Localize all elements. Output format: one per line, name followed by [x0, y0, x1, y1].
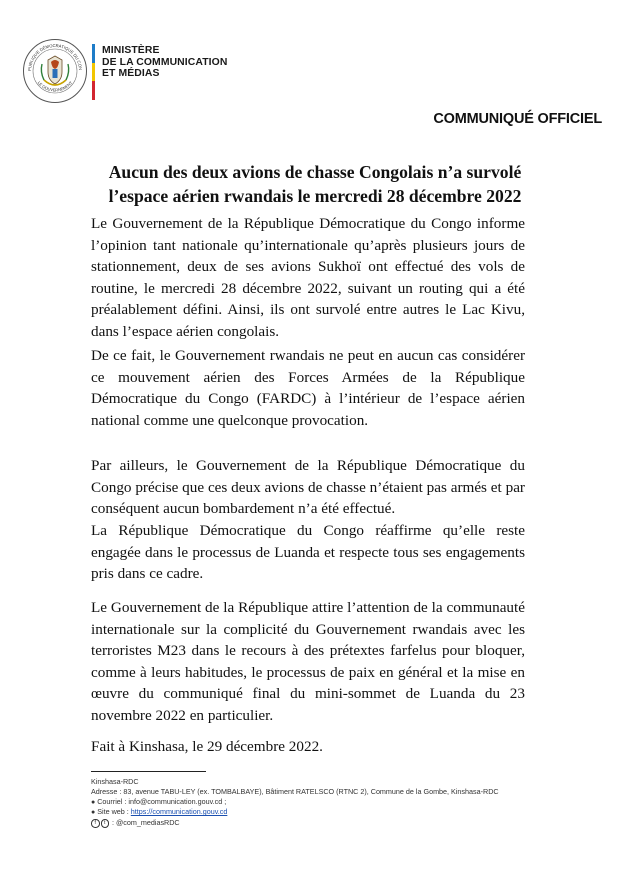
paragraph-1: Le Gouvernement de la République Démocratique du Congo informe l’opinion tant nationale qu’internationale qu’après plusieurs jours de stationnement, deux de ses avions Sukhoï ont effectué des vols de routine, le mercredi 28 décembre 2022, suivant un routing qui a été préalablement défini. Ainsi, ils ont survolé entre autres le Lac Kivu, dans l’espace aérien congolais. [91, 215, 525, 340]
footer-site-link[interactable]: https://communication.gouv.cd [130, 807, 228, 817]
paragraph-2: De ce fait, le Gouvernement rwandais ne peut en aucun cas considérer ce mouvement aérien des Forces Armées de la République Démocratique du Congo (FARDC) à l’intérieur de l’espace aérien national comme une quelconque provocation. [91, 347, 525, 429]
headline: Aucun des deux avions de chasse Congolais n’a survolé l’espace aérien rwandais le mercredi 28 décembre 2022 [108, 162, 522, 206]
flag-color-bar [92, 44, 95, 100]
flag-stripe-yellow [92, 63, 95, 82]
footer-email: Courriel : info@communication.gouv.cd ; [97, 796, 227, 806]
bullet-icon: ● [91, 809, 96, 817]
bullet-icon: ● [91, 798, 96, 806]
footer-contact: Kinshasa-RDC Adresse : 83, avenue TABU-LEY (ex. TOMBALBAYE), Bâtiment RATELSCO (RTNC 2), Commune de la Gombe, Kinshasa-RDC ● Courriel : info@communication.gouv.cd ; ● Site web : https://communication.gouv.cd f t : @com_mediasRDC [91, 777, 499, 828]
footer-site-label: Site web : [97, 807, 129, 817]
paragraph-4: La République Démocratique du Congo réaffirme qu’elle reste engagée dans le processus de Luanda et respecte tous ses engagements pris dans ce cadre. [91, 522, 525, 583]
ministry-line: MINISTÈRE [102, 45, 160, 56]
ministry-line: ET MÉDIAS [102, 68, 160, 80]
ministry-line: DE LA COMMUNICATION [102, 56, 228, 68]
seal-text-bottom: LE GOUVERNEMENT [36, 80, 74, 93]
seal-text-top: PUBLIQUE DÉMOCRATIQUE DU CON [26, 42, 84, 72]
footer-address: Adresse : 83, avenue TABU-LEY (ex. TOMBALBAYE), Bâtiment RATELSCO (RTNC 2), Commune de la Gombe, Kinshasa-RDC [91, 786, 499, 796]
coat-of-arms-seal [22, 38, 88, 104]
footer-divider [91, 771, 206, 772]
flag-stripe-red [92, 81, 95, 100]
paragraph-5: Le Gouvernement de la République attire l’attention de la communauté internationale sur la complicité du Gouvernement rwandais avec les terroristes M23 dans le recours à des prétextes farfelus pour bloquer, comme à leurs habitudes, le processus de paix en général et la mise en œuvre du communiqué final du mini-sommet de Luanda du 23 novembre 2022 en particulier. [91, 599, 525, 724]
footer-city: Kinshasa-RDC [91, 777, 139, 786]
signature-line: Fait à Kinshasa, le 29 décembre 2022. [91, 738, 323, 755]
facebook-icon[interactable]: f [91, 819, 100, 828]
flag-stripe-blue [92, 44, 95, 63]
ministry-name [102, 45, 227, 80]
twitter-icon[interactable]: t [101, 819, 110, 828]
paragraph-3: Par ailleurs, le Gouvernement de la République Démocratique du Congo précise que ces deux avions de chasse n’étaient pas armés et par conséquent aucun bombardement n’a été effectué. [91, 457, 525, 518]
footer-social-handle: @com_mediasRDC [116, 818, 180, 828]
document-title: COMMUNIQUÉ OFFICIEL [433, 111, 602, 127]
